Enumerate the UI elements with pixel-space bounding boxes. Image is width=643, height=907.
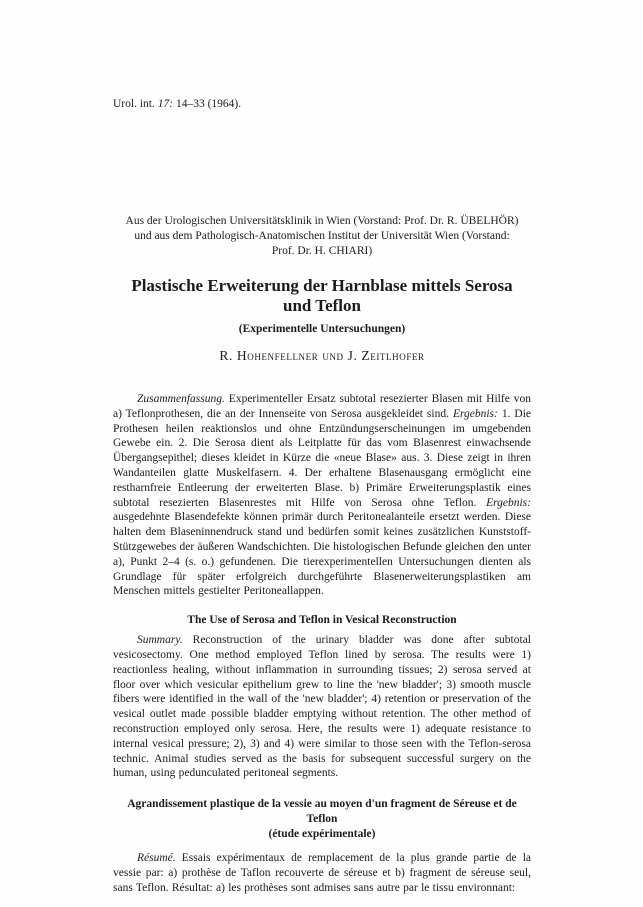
abstract-german <box>113 392 531 599</box>
text-line: Agrandissement plastique de la vessie au moyen d'un fragment de Séreuse et de Teflon <box>127 798 517 826</box>
abstract-english <box>113 633 531 781</box>
article-subtitle: (Experimentelle Untersuchungen) <box>238 323 406 335</box>
text-segment: Urol. int. <box>113 98 158 110</box>
abstract-french <box>113 851 531 895</box>
text-segment: 1. Die Prothesen heilen reaktionslos und ohne Entzündungserscheinungen im umgebenden Gewebe ein. 2. Die Serosa dient als Leitplatte für das vom Blasenrest einwachsende Übergangsepithel; dieses kleidet in Kürze die «neue Blase» aus. 3. Diese zeigt in ihren Wandanteilen glatte Muskelfasern. 4. Der erhaltene Blasenausgang ermöglicht eine restharnfreie Entleerung der erweiterten Blase. b) Primäre Erweiterungsplastik eines subtotal resezierten Blasenrestes mit Hilfe von Serosa ohne Teflon. <box>113 407 532 509</box>
text-segment: ausgedehnte Blasendefekte können primär durch Peritonealanteile ersetzt werden. Diese halten dem Blaseninnendruck stand und bedürfen somit keines zusätzlichen Kunststoff-Stützgewebes der äußeren Wandschichten. Die histologischen Befunde gleichen den unter a), Punkt 2–4 (s. o.) gefundenen. Die tierexperimentellen Untersuchungen dienten als Grundlage für später erfolgreich durchgeführte Blasenerweiterungsplastiken am Menschen mittels gestielter Peritoneallappen. <box>113 511 531 598</box>
text-line: Plastische Erweiterung der Harnblase mittels Serosa <box>131 276 513 295</box>
text-segment: Experimenteller Ersatz subtotal resezierter Blasen mit Hilfe von a) Teflonprothesen, die an der Innenseite von Serosa ausgekleidet sind. <box>113 393 531 420</box>
text-segment: Essais expérimentaux de remplacement de la plus grande partie de la vessie par: a) prothèse de Taflon recouverte de séreuse et b) fragment de séreuse seul, sans Teflon. Résultat: a) les prothèses sont admises sans autre par le tissu environnant: <box>113 852 531 894</box>
affiliation <box>113 214 531 259</box>
emphasized-text: 17: <box>157 98 174 110</box>
text-line: Prof. Dr. H. CHIARI) <box>271 245 373 257</box>
emphasized-text: Zusammenfassung. <box>137 393 225 405</box>
emphasized-text: Summary. <box>137 634 183 647</box>
emphasized-text: Résumé. <box>137 852 176 865</box>
text-line: Aus der Urologischen Universitätsklinik in Wien (Vorstand: Prof. Dr. R. ÜBELHÖR) <box>125 215 519 227</box>
heading-english: The Use of Serosa and Teflon in Vesical Reconstruction <box>187 614 457 627</box>
authors: R. Hohenfellner und J. Zeitlhofer <box>219 348 425 363</box>
article-title <box>113 276 531 315</box>
text-segment: Reconstruction of the urinary bladder was done after subtotal vesicosectomy. One method employed Teflon lined by serosa. The results were 1) reactionless healing, without inflammation in surrounding tissues; 2) serosa served at floor over which vesicular epithelium grew to line the 'new bladder'; 3) smooth muscle fibers were identified in the wall of the 'new bladder'; 4) retention or preservation of the vesical outlet made possible bladder emptying without retention. The other method of reconstruction employed only serosa. Here, the results were 1) adequate resistance to internal vesical pressure; 2), 3) and 4) were similar to those seen with the Teflon-serosa technic. Animal studies served as the basis for subsequent successful surgery on the human, using pedunculated peritoneal segments. <box>113 634 531 780</box>
heading-french <box>113 797 531 842</box>
emphasized-text: Ergebnis: <box>452 407 498 420</box>
text-segment: 14–33 (1964). <box>173 98 242 110</box>
journal-reference <box>113 97 531 111</box>
text-line: und aus dem Pathologisch-Anatomischen Institut der Universität Wien (Vorstand: <box>134 230 510 242</box>
text-line: (étude expérimentale) <box>268 828 376 841</box>
emphasized-text: Ergebnis: <box>486 496 531 509</box>
text-line: und Teflon <box>283 295 361 315</box>
